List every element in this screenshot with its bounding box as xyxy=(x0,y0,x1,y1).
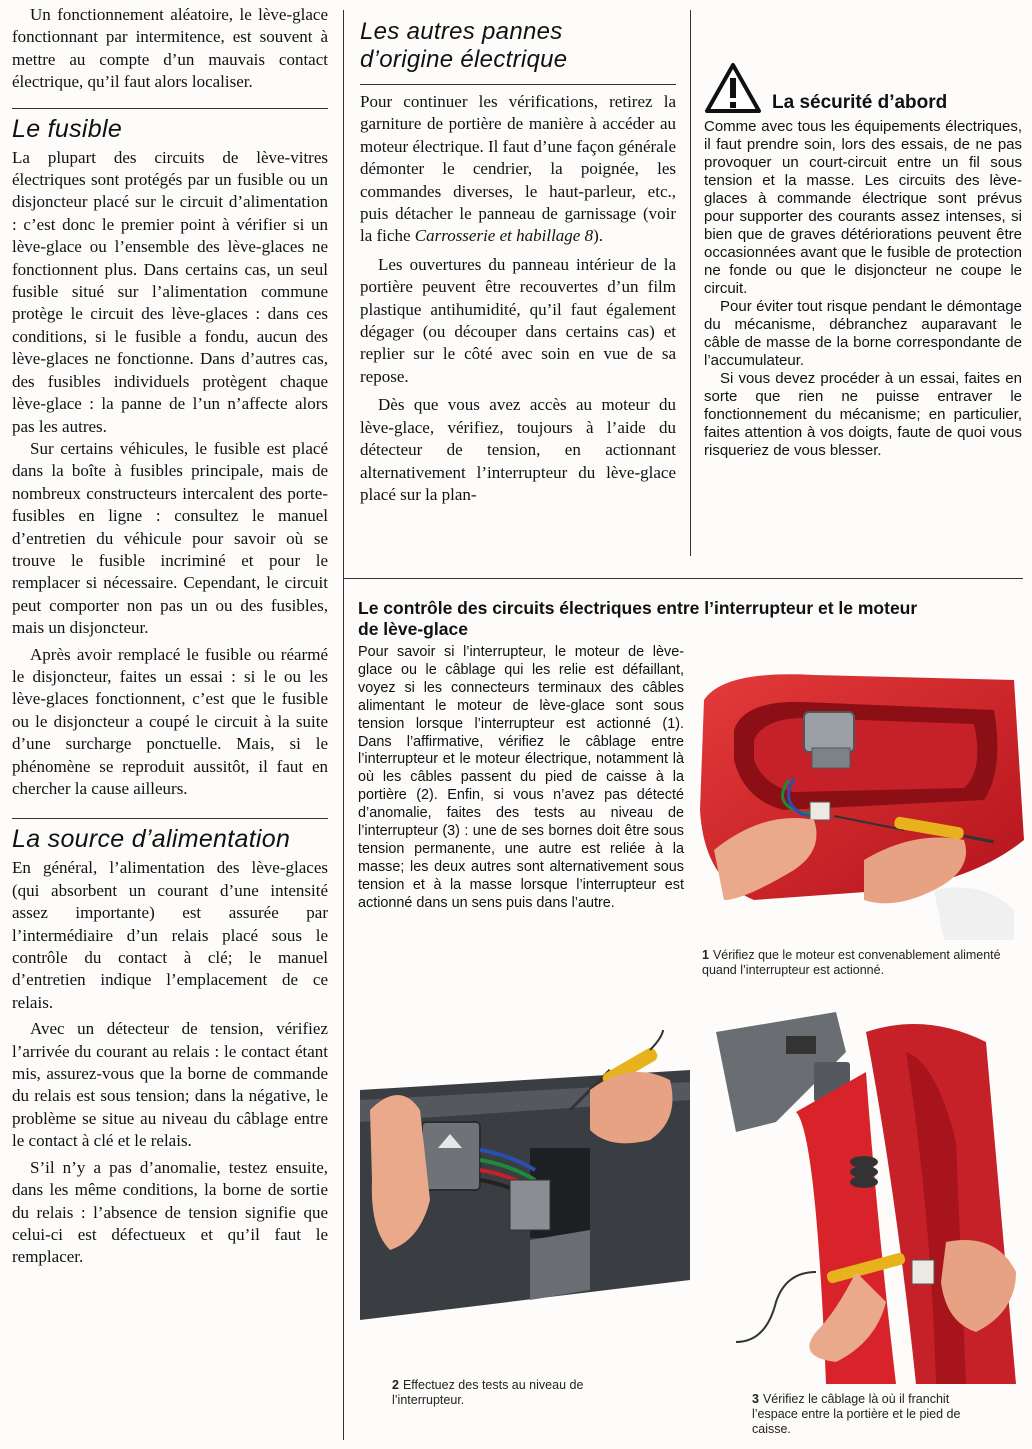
fusible-paragraph-1: La plupart des circuits de lève-vitres électriques sont protégés par un fusible ou un disjoncteur placé sur le circuit d’alimentation : c’est donc le premier point à vérifier si un lève-glace ou l’ensemble des lève-glaces ne fonctionnent plus. Dans certains cas, un seul fusible situé sur l’alimentation commune protège le circuit des lève-glaces : dans ces conditions, si le fusible a fondu, aucun des lève-glaces ne fonctionne. Dans d’autres cas, des fusibles individuels protègent chaque lève-glace : la panne de l’un n’affecte alors pas les autres. xyxy=(12,147,328,436)
source-paragraph-1: En général, l’alimentation des lève-glaces (qui absorbent un courant d’une intensité assez importante) est assurée par l’intermédiaire d’un relais placé sous le contrôle du contact à clé; le manuel d’entretien indique l’emplacement de ce relais. xyxy=(12,858,328,1012)
column-left xyxy=(12,4,328,1269)
control-title: Le contrôle des circuits électriques entre l’interrupteur et le moteur de lève-glace xyxy=(358,598,918,639)
autres-paragraph-1: Pour continuer les vérifications, retirez la garniture de portière de manière à accéder au moteur électrique. Il faut d’une façon générale démonter le cendrier, la poignée, les commandes diverses, le haut-parleur, etc., puis détacher le panneau de garnissage (voir la fiche Carrosserie et habillage 8). xyxy=(360,92,676,246)
safety-box xyxy=(704,62,1022,460)
figure-3-illustration xyxy=(716,1012,1026,1384)
source-paragraph-3: S’il n’y a pas d’anomalie, testez ensuite, dans les même conditions, la borne de sortie du relais : l’absence de tension signifie que celui-ci est défectueux et qu’il faut le remplacer. xyxy=(12,1157,328,1267)
figure-2-switch-test xyxy=(360,1030,690,1370)
figure-1-caption: 1 Vérifiez que le moteur est convenablement alimenté quand l’interrupteur est actionné. xyxy=(702,948,1001,977)
safety-header xyxy=(704,62,1022,118)
warning-triangle-icon xyxy=(704,62,762,114)
section-title-source: La source d’alimentation xyxy=(12,825,291,854)
figure-1-motor-test xyxy=(694,660,1026,940)
column-middle xyxy=(360,14,676,506)
figure-2-illustration xyxy=(360,1030,690,1370)
intro-paragraph: Un fonctionnement aléatoire, le lève-glace fonctionnant par intermitence, est souvent à mettre au compte d’un mauvais contact électrique, qu’il faut alors localiser. xyxy=(12,5,328,92)
column-divider xyxy=(343,10,344,1440)
figure-2-caption: 2 Effectuez des tests au niveau de l’interrupteur. xyxy=(392,1378,584,1407)
column-divider xyxy=(690,10,691,556)
fusible-paragraph-2: Sur certains véhicules, le fusible est placé dans la boîte à fusibles principale, mais de nombreux constructeurs intercalent des porte-fusibles en ligne : consultez le manuel d’entretien du véhicule pour savoir où se trouve le fusible incriminé et pour le remplacer si nécessaire. Cependant, le circuit peut comporter non pas un ou des fusibles, mais un disjoncteur. xyxy=(12,438,328,638)
section-title-autres-pannes: Les autres pannes d’origine électrique xyxy=(360,18,568,73)
fusible-paragraph-3: Après avoir remplacé le fusible ou réarmé le disjoncteur, faites un essai : si le ou les lève-glaces fonctionnent, c’est que le fusible ou le disjoncteur a coupé le circuit à la suite d’une surcharge ponctuelle. Mais, si le phénomène se reproduit aussitôt, il faut en chercher la cause ailleurs. xyxy=(12,644,328,798)
safety-paragraph-1: Comme avec tous les équipements électriques, il faut prendre soin, lors des essais, de ne pas provoquer un court-circuit entre un fil sous tension et la masse. Les circuits des lève-glaces à commande électrique sont prévus pour supporter des courants assez intenses, si bien que de graves détériorations peuvent être occasionnées avant que le fusible de protection ne fonde ou que le disjoncteur ne coupe le circuit. xyxy=(704,118,1022,297)
figure-1-illustration xyxy=(694,660,1026,940)
safety-paragraph-3: Si vous devez procéder à un essai, faites en sorte que rien ne puisse entraver le fonctionnement du mécanisme; en particulier, faites attention à vos doigts, faute de quoi vous risqueriez de vous blesser. xyxy=(704,370,1022,459)
section-divider xyxy=(343,578,1023,579)
control-paragraph: Pour savoir si l’interrupteur, le moteur de lève-glace ou le câblage qui les relie est défaillant, voyez si les connecteurs terminaux des câbles alimentant le moteur de lève-glace sont sous tension lorsque l’interrupteur est actionné (1). Dans l’affirmative, vérifiez le câblage entre l’interrupteur et le moteur électrique, notamment là où les câbles passent du pied de caisse à la portière (2). Enfin, si vous n’avez pas détecté d’anomalie, faites des tests au niveau de l’interrupteur (3) : une de ses bornes doit être sous tension permanente, une autre est reliée à la masse; les deux autres sont alternativement sous tension et à la masse lorsque l’interrupteur est actionné dans un sens puis dans l’autre. xyxy=(358,644,684,911)
autres-paragraph-2: Les ouvertures du panneau intérieur de la portière peuvent être recouvertes d’un film plastique antihumidité, qu’il faut également dégager (ou découper dans certains cas) et replier sur le côté avec soin en vue de sa repose. xyxy=(360,254,676,386)
figure-3-wiring-test xyxy=(716,1012,1026,1384)
figure-3-caption: 3 Vérifiez le câblage là où il franchit l’espace entre la portière et le pied de caisse. xyxy=(752,1392,961,1436)
section-divider xyxy=(360,84,676,85)
safety-paragraph-2: Pour éviter tout risque pendant le démontage du mécanisme, débranchez auparavant le câble de masse de la borne correspondante de l’accumulateur. xyxy=(704,298,1022,369)
source-paragraph-2: Avec un détecteur de tension, vérifiez l’arrivée du courant au relais : le contact étant mis, assurez-vous que la borne de commande du relais est sous tension; dans la négative, le problème se situe au niveau du câblage entre le contact à clé et le relais. xyxy=(12,1019,328,1151)
safety-title: La sécurité d’abord xyxy=(772,92,948,113)
section-title-fusible: Le fusible xyxy=(12,114,123,143)
control-section xyxy=(358,598,918,913)
autres-paragraph-3: Dès que vous avez accès au moteur du lève-glace, vérifiez, toujours à l’aide du détecteur de tension, en actionnant alternativement l’interrupteur du lève-glace placé sur la plan- xyxy=(360,395,676,504)
